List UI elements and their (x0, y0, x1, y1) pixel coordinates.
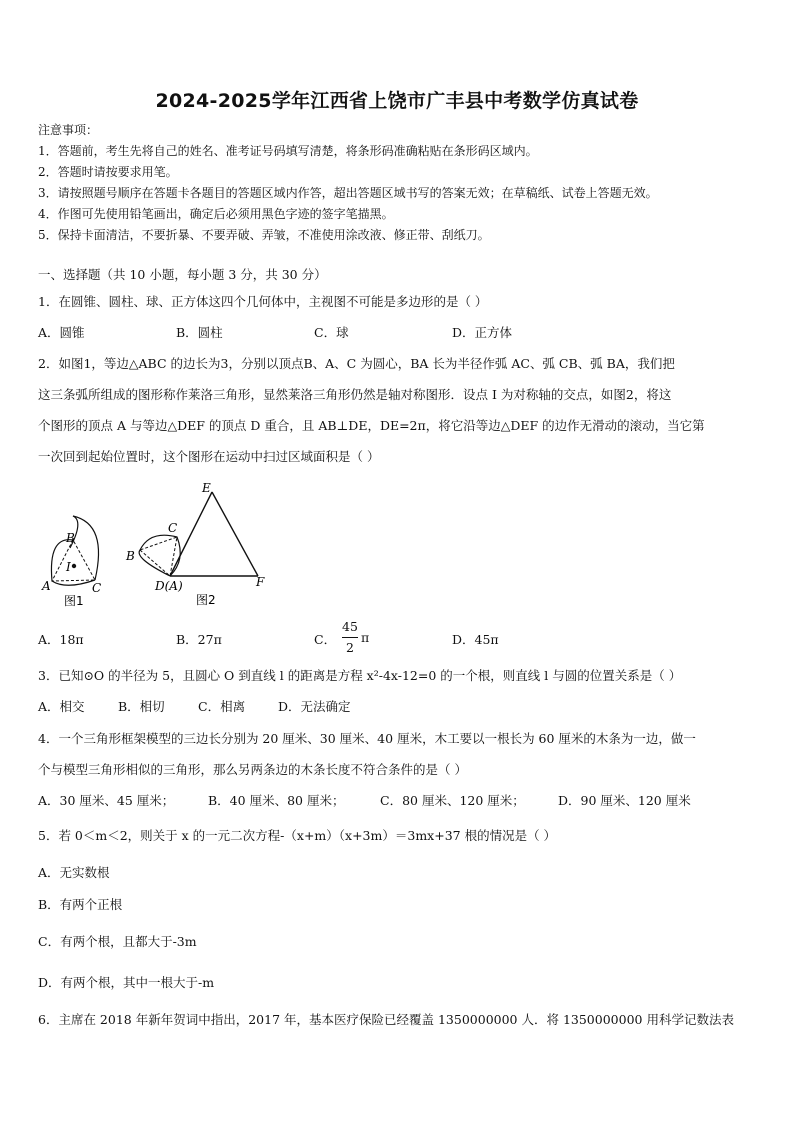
q2-option-d: D．45π (452, 632, 499, 647)
q1-option-c: C．球 (314, 325, 349, 340)
q3-option-b: B．相切 (118, 699, 165, 714)
fig2-label-d: D(A) (155, 579, 183, 593)
q5-option-a: A．无实数根 (38, 865, 110, 880)
question-2-line: 一次回到起始位置时，这个图形在运动中扫过区域面积是（ ） (38, 449, 380, 464)
question-4-line: 4．一个三角形框架模型的三边长分别为 20 厘米、30 厘米、40 厘米，木工要以一根长为 60 厘米的木条为一边，做一 (38, 731, 696, 746)
q1-option-d: D．正方体 (452, 325, 513, 340)
q2-option-b: B．27π (176, 632, 222, 647)
fig2-caption: 图2 (196, 593, 216, 607)
question-2-line: 这三条弧所组成的图形称作莱洛三角形，显然莱洛三角形仍然是轴对称图形．设点 I 为对称轴的交点，如图2，将这 (38, 387, 672, 402)
page-title: 2024-2025学年江西省上饶市广丰县中考数学仿真试卷 (155, 90, 639, 112)
notice-item: 2．答题时请按要求用笔。 (38, 165, 178, 179)
q2-option-c-pi: π (361, 630, 370, 645)
figure-2-triangle (139, 492, 258, 576)
fig2-label-b: B (126, 549, 135, 563)
q2-option-c-numerator: 45 (342, 619, 358, 634)
notice-heading: 注意事项： (38, 123, 99, 137)
q1-option-b: B．圆柱 (176, 325, 223, 340)
fig1-caption: 图1 (64, 594, 84, 608)
notice-item: 5．保持卡面清洁，不要折暴、不要弄破、弄皱，不准使用涂改液、修正带、刮纸刀。 (38, 228, 490, 242)
question-4-line: 个与模型三角形相似的三角形，那么另两条边的木条长度不符合条件的是（ ） (38, 762, 467, 777)
question-5-text: 5．若 0＜m＜2，则关于 x 的一元二次方程-（x+m）（x+3m）＝3mx+37 根的情况是（ ） (38, 828, 557, 843)
fig1-label-c: C (92, 581, 102, 595)
question-2-line: 2．如图1，等边△ABC 的边长为3，分别以顶点B、A、C 为圆心，BA 长为半径作弧 AC、弧 CB、弧 BA，我们把 (38, 356, 675, 371)
question-6-text: 6．主席在 2018 年新年贺词中指出，2017 年，基本医疗保险已经覆盖 1350000000 人．将 1350000000 用科学记数法表 (38, 1012, 734, 1027)
q5-option-c: C．有两个根，且都大于-3m (38, 934, 197, 949)
q5-option-d: D．有两个根，其中一根大于-m (38, 975, 215, 990)
question-3-text: 3．已知⊙O 的半径为 5，且圆心 O 到直线 l 的距离是方程 x²-4x-12=0 的一个根，则直线 l 与圆的位置关系是（ ） (38, 668, 682, 683)
q3-option-c: C．相离 (198, 699, 246, 714)
question-1-text: 1．在圆锥、圆柱、球、正方体这四个几何体中，主视图不可能是多边形的是（ ） (38, 294, 488, 309)
q2-figures (36, 480, 276, 612)
q5-option-b: B．有两个正根 (38, 897, 123, 912)
fig2-label-f: F (256, 575, 265, 589)
notice-item: 3．请按照题号顺序在答题卡各题目的答题区域内作答，超出答题区域书写的答案无效；在草稿纸、试卷上答题无效。 (38, 186, 658, 200)
q4-option-d: D．90 厘米、120 厘米 (558, 793, 691, 808)
notice-item: 1．答题前，考生先将自己的姓名、准考证号码填写清楚，将条形码准确粘贴在条形码区域内。 (38, 144, 538, 158)
q2-option-c: C． (314, 632, 337, 647)
fig1-label-b: B (66, 531, 75, 545)
notice-item: 4．作图可先使用铅笔画出，确定后必须用黑色字迹的签字笔描黑。 (38, 207, 394, 221)
q2-option-a: A．18π (38, 632, 84, 647)
fig1-label-a: A (42, 579, 51, 593)
q3-option-a: A．相交 (38, 699, 85, 714)
q4-option-b: B．40 厘米、80 厘米； (208, 793, 345, 808)
fig2-label-e: E (202, 481, 211, 495)
q1-option-a: A．圆锥 (38, 325, 85, 340)
q4-option-c: C．80 厘米、120 厘米； (380, 793, 525, 808)
q2-option-c-fraction-bar (342, 637, 358, 638)
q3-option-d: D．无法确定 (278, 699, 351, 714)
figure-1-reuleaux (51, 516, 98, 585)
question-2-line: 个图形的顶点 A 与等边△DEF 的顶点 D 重合，且 AB⊥DE，DE=2π，将它沿等边△DEF 的边作无滑动的滚动，当它第 (38, 418, 705, 433)
q2-option-c-denominator: 2 (346, 640, 354, 655)
q4-option-a: A．30 厘米、45 厘米； (38, 793, 175, 808)
fig1-label-i: I (66, 560, 71, 574)
section-heading: 一、选择题（共 10 小题，每小题 3 分，共 30 分） (38, 267, 327, 282)
fig2-label-c: C (168, 521, 178, 535)
